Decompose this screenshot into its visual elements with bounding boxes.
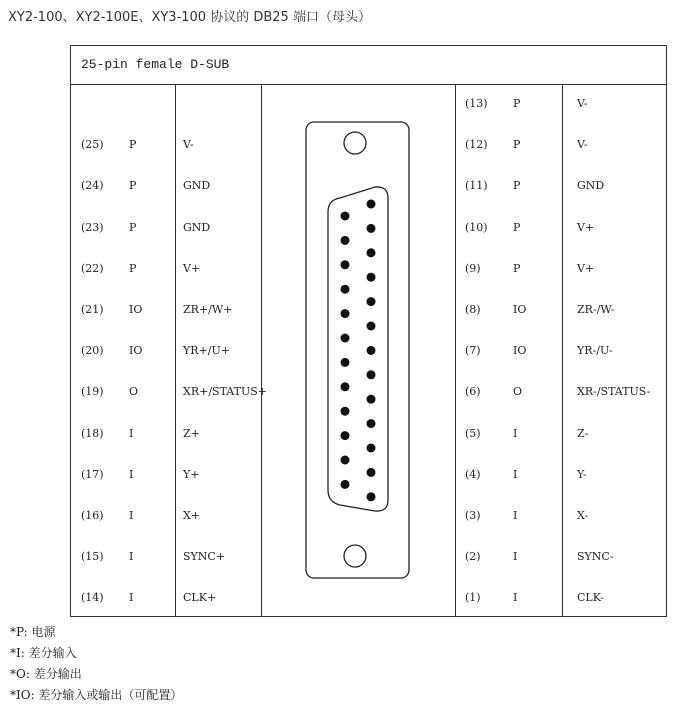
pin-type: I (129, 426, 134, 440)
note-i: *I: 差分输入 (10, 646, 77, 660)
pin-num: (4) (465, 467, 481, 481)
pin-socket-icon (341, 382, 350, 391)
pin-type: P (129, 179, 137, 193)
pin-num: (20) (81, 344, 104, 358)
pin-num: (3) (465, 509, 481, 522)
pin-signal: Z+ (183, 426, 200, 440)
pin-socket-icon (341, 334, 350, 343)
pin-signal: V+ (577, 220, 595, 234)
pin-num: (17) (81, 467, 104, 481)
pin-num: (14) (81, 591, 104, 605)
pin-type: I (513, 509, 518, 522)
pin-type: IO (129, 344, 143, 358)
pin-signal: V+ (577, 261, 595, 275)
pin-type: I (513, 591, 518, 605)
pin-num: (15) (81, 550, 104, 564)
pin-socket-icon (367, 468, 376, 477)
pin-num: (10) (465, 220, 488, 234)
pin-signal: SYNC+ (183, 550, 226, 564)
pin-type: I (513, 426, 518, 440)
note-o: *O: 差分输出 (10, 667, 82, 681)
pin-type: I (129, 550, 134, 564)
pin-socket-icon (367, 322, 376, 331)
pin-signal: XR-/STATUS- (577, 385, 651, 399)
pin-num: (2) (465, 550, 481, 564)
pin-type: I (129, 591, 134, 605)
pin-socket-icon (341, 236, 350, 245)
pin-type: P (513, 179, 521, 193)
pin-type: O (513, 385, 523, 399)
pin-signal: GND (183, 179, 211, 193)
pin-num: (6) (465, 385, 481, 399)
pin-signal: Y+ (183, 467, 200, 481)
pin-socket-icon (367, 200, 376, 209)
pin-socket-icon (367, 370, 376, 379)
pin-signal: YR+/U+ (183, 344, 230, 358)
pin-socket-icon (341, 212, 350, 221)
pin-signal: X- (577, 509, 589, 522)
pin-type: I (513, 550, 518, 564)
pin-signal: Z- (577, 426, 589, 440)
pin-signal: GND (183, 220, 211, 234)
pin-type: IO (513, 344, 527, 358)
pin-type: P (513, 261, 521, 275)
pin-num: (25) (81, 138, 104, 152)
pin-type: I (129, 467, 134, 481)
pin-socket-icon (341, 407, 350, 416)
pin-signal: CLK- (577, 591, 604, 605)
pin-type: P (513, 138, 521, 152)
pin-signal: ZR+/W+ (183, 303, 233, 316)
pin-socket-icon (367, 444, 376, 453)
pin-num: (24) (81, 179, 104, 193)
pin-socket-icon (367, 248, 376, 257)
pin-socket-icon (367, 297, 376, 306)
d-sub-face (328, 187, 388, 511)
pin-num: (19) (81, 385, 104, 399)
pin-type: IO (513, 303, 527, 316)
pin-socket-icon (367, 273, 376, 282)
pin-socket-icon (341, 358, 350, 367)
pin-num: (5) (465, 426, 481, 440)
pin-type: P (129, 261, 137, 275)
pin-socket-icon (341, 260, 350, 269)
note-io: *IO: 差分输入或输出（可配置） (10, 688, 183, 702)
pin-socket-icon (367, 395, 376, 404)
pin-socket-icon (341, 285, 350, 294)
pin-signal: V- (183, 138, 194, 152)
pin-num: (12) (465, 138, 488, 152)
pin-signal: V- (577, 138, 588, 152)
pin-signal: CLK+ (183, 591, 217, 605)
pin-num: (7) (465, 344, 481, 358)
pin-num: (11) (465, 179, 488, 193)
pin-type: I (129, 509, 134, 522)
pin-num: (8) (465, 303, 481, 316)
page-title: XY2-100、XY2-100E、XY3-100 协议的 DB25 端口（母头） (8, 10, 371, 25)
pin-num: (23) (81, 220, 104, 234)
mounting-hole-icon (344, 132, 366, 154)
connector-shell (306, 122, 409, 578)
pin-signal: V+ (183, 261, 201, 275)
pin-socket-icon (341, 431, 350, 440)
pin-type: P (513, 97, 521, 110)
pin-signal: ZR-/W- (577, 303, 615, 316)
pin-socket-icon (367, 419, 376, 428)
pin-signal: X+ (183, 509, 201, 522)
pin-socket-icon (341, 480, 350, 489)
pin-num: (22) (81, 261, 104, 275)
pin-signal: GND (577, 179, 605, 193)
pin-socket-icon (341, 309, 350, 318)
pin-type: P (129, 138, 137, 152)
note-p: *P: 电源 (10, 625, 56, 639)
legend-notes (10, 622, 182, 706)
pin-socket-icon (367, 492, 376, 501)
pin-num: (9) (465, 261, 481, 275)
pin-socket-icon (341, 456, 350, 465)
pin-type: P (129, 220, 137, 234)
pin-signal: XR+/STATUS+ (183, 385, 268, 399)
pin-num: (13) (465, 97, 488, 110)
pin-num: (21) (81, 303, 104, 316)
pin-type: I (513, 467, 518, 481)
pin-signal: V- (577, 97, 588, 110)
pin-signal: YR-/U- (577, 344, 613, 358)
pin-type: O (129, 385, 139, 399)
pin-type: IO (129, 303, 143, 316)
pin-signal: Y- (577, 467, 587, 481)
mounting-hole-icon (344, 545, 366, 567)
pin-socket-icon (367, 346, 376, 355)
table-header: 25-pin female D-SUB (71, 46, 666, 85)
pin-num: (16) (81, 509, 104, 522)
pin-signal: SYNC- (577, 550, 614, 564)
pin-num: (18) (81, 426, 104, 440)
pin-num: (1) (465, 591, 481, 605)
pin-type: P (513, 220, 521, 234)
pin-socket-icon (367, 224, 376, 233)
